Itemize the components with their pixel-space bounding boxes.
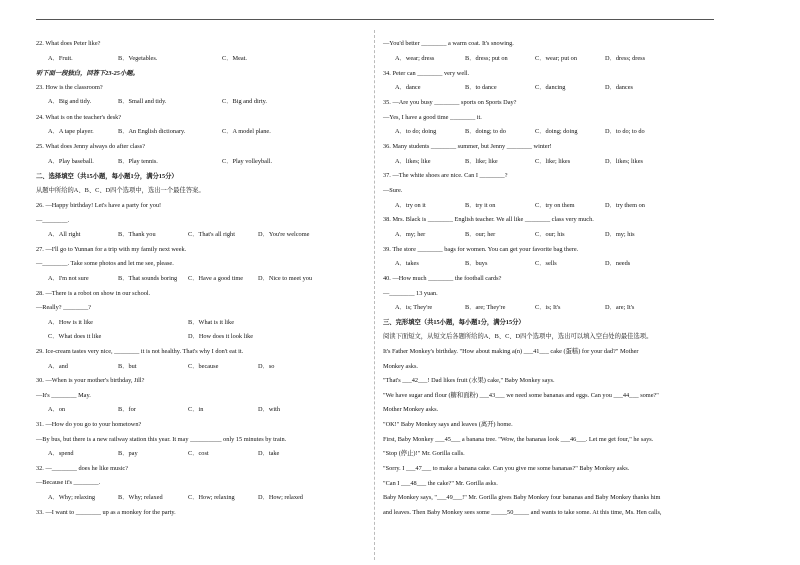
answer-option: D．You're welcome [258, 231, 310, 238]
answer-option: A．Fruit. [48, 55, 73, 62]
text-line: 37. —The white shoes are nice. Can I ________? [383, 172, 508, 179]
answer-option: C．is; It's [535, 304, 561, 311]
text-line: 26. —Happy birthday! Let's have a party for you! [36, 202, 162, 209]
answer-option: A．try on it [395, 202, 426, 209]
text-line: 二、选择填空（共15小题，每小题1分，满分15分） [36, 173, 178, 180]
answer-option: B．try it on [465, 202, 496, 209]
text-line: 31. —How do you go to your hometown? [36, 421, 142, 428]
answer-option: C．try on them [535, 202, 575, 209]
column-divider [374, 30, 375, 560]
text-line: 36. Many students ________ summer, but Jenny ________ winter! [383, 143, 552, 150]
answer-option: C．our; his [535, 231, 565, 238]
text-line: 23. How is the classroom? [36, 84, 103, 91]
text-line: 33. —I want to ________ up as a monkey for the party. [36, 509, 176, 516]
answer-option: A．Why; relaxing [48, 494, 96, 501]
text-line: "That's ___42___! Dad likes fruit (水果) cake," Baby Monkey says. [383, 377, 555, 384]
text-line: —Sure. [383, 187, 403, 194]
text-line: —________ 13 yuan. [383, 290, 438, 297]
answer-option: A．likes; like [395, 158, 431, 165]
answer-option: C．Play volleyball. [222, 158, 273, 165]
answer-option: D．to do; to do [605, 128, 645, 135]
text-line: 25. What does Jenny always do after class? [36, 143, 145, 150]
text-line: "OK!" Baby Monkey says and leaves (离开) home. [383, 421, 513, 428]
text-line: It's Father Monkey's birthday. "How about making a(n) ___41___ cake (蛋糕) for your dad?" Mother [383, 348, 639, 355]
answer-option: B．for [118, 406, 136, 413]
answer-option: C．Have a good time [188, 275, 244, 282]
answer-option: D．likes; likes [605, 158, 643, 165]
answer-option: A．and [48, 363, 68, 370]
answer-option: C．A model plane. [222, 128, 271, 135]
text-line: 38. Mrs. Black is ________ English teacher. We all like ________ class very much. [383, 216, 594, 223]
answer-option: A．A tape player. [48, 128, 94, 135]
text-line: and leaves. Then Baby Monkey sees some _____50_____ and wants to take some. At this time, Ms. Hen calls, [383, 509, 662, 516]
answer-option: B．buys [465, 260, 488, 267]
text-line: Mother Monkey asks. [383, 406, 439, 413]
text-line: 22. What does Peter like? [36, 40, 101, 47]
text-line: 39. The store ________ bags for women. You can get your favorite bag there. [383, 246, 579, 253]
answer-option: B．to dance [465, 84, 497, 91]
text-line: "Stop (停止)!" Mr. Gorilla calls. [383, 450, 465, 457]
answer-option: D．take [258, 450, 280, 457]
answer-option: B．An English dictionary. [118, 128, 186, 135]
answer-option: A．takes [395, 260, 419, 267]
text-line: 听下面一段独白，回答下23-25小题。 [36, 70, 139, 77]
header-rule [36, 19, 714, 20]
text-line: Baby Monkey says, "___49___!" Mr. Gorilla gives Baby Monkey four bananas and Baby Monkey thanks him [383, 494, 661, 501]
text-line: 27. —I'll go to Yunnan for a trip with my family next week. [36, 246, 187, 253]
answer-option: D．needs [605, 260, 631, 267]
text-line: —________. [36, 217, 70, 224]
answer-option: B．like; like [465, 158, 498, 165]
answer-option: C．Big and dirty. [222, 98, 267, 105]
answer-option: A．I'm not sure [48, 275, 89, 282]
answer-option: C．How; relaxing [188, 494, 235, 501]
answer-option: A．All right [48, 231, 81, 238]
answer-option: B．pay [118, 450, 138, 457]
text-line: 阅读下面短文，从短文后各题所给的A、B、C、D四个选项中，选出可以填入空白处的最佳选项。 [383, 333, 653, 340]
answer-option: C．because [188, 363, 219, 370]
answer-option: B．dress; put on [465, 55, 508, 62]
answer-option: C．in [188, 406, 204, 413]
answer-option: B．That sounds boring [118, 275, 178, 282]
answer-option: B．Vegetables. [118, 55, 158, 62]
answer-option: D．are; It's [605, 304, 635, 311]
answer-option: C．cost [188, 450, 209, 457]
answer-option: B．our; her [465, 231, 496, 238]
text-line: "Can I ___48___ the cake?" Mr. Gorilla asks. [383, 480, 498, 487]
answer-option: D．dances [605, 84, 633, 91]
answer-option: B．but [118, 363, 137, 370]
text-line: —You'd better ________ a warm coat. It's snowing. [383, 40, 514, 47]
answer-option: C．dancing [535, 84, 566, 91]
text-line: 三、完形填空（共15小题，每小题1分，满分15分） [383, 319, 525, 326]
text-line: 34. Peter can ________ very well. [383, 70, 470, 77]
answer-option: C．like; likes [535, 158, 571, 165]
answer-option: C．sells [535, 260, 557, 267]
answer-option: A．dance [395, 84, 421, 91]
text-line: —Really? ________? [36, 304, 92, 311]
answer-option: C．That's all right [188, 231, 235, 238]
answer-option: D．so [258, 363, 275, 370]
text-line: —It's ________ May. [36, 392, 91, 399]
answer-option: D．with [258, 406, 281, 413]
answer-option: C．Meat. [222, 55, 248, 62]
answer-option: B．Play tennis. [118, 158, 158, 165]
answer-option: A．wear; dress [395, 55, 435, 62]
answer-option: D．dress; dress [605, 55, 646, 62]
answer-option: A．on [48, 406, 66, 413]
answer-option: D．try them on [605, 202, 645, 209]
answer-option: A．is; They're [395, 304, 433, 311]
text-line: 32. —________ does he like music? [36, 465, 128, 472]
text-line: Monkey asks. [383, 363, 418, 370]
text-line: 30. —When is your mother's birthday, Jill? [36, 377, 145, 384]
answer-option: B．What is it like [188, 319, 234, 326]
answer-option: A．How is it like [48, 319, 93, 326]
answer-option: B．Why; relaxed [118, 494, 163, 501]
text-line: 29. Ice-cream tastes very nice, ________ it is not healthy. That's why I don't eat it. [36, 348, 244, 355]
answer-option: C．doing; doing [535, 128, 578, 135]
answer-option: A．Big and tidy. [48, 98, 92, 105]
answer-option: A．to do; doing [395, 128, 437, 135]
answer-option: D．my; his [605, 231, 635, 238]
text-line: 40. —How much ________ the football cards? [383, 275, 502, 282]
answer-option: D．How; relaxed [258, 494, 303, 501]
text-line: First, Baby Monkey ___45___ a banana tree. "Wow, the bananas look ___46___. Let me get four," he says. [383, 436, 654, 443]
answer-option: D．How does it look like [188, 333, 254, 340]
answer-option: B．Small and tidy. [118, 98, 167, 105]
answer-option: A．Play baseball. [48, 158, 94, 165]
answer-option: B．are; They're [465, 304, 506, 311]
answer-option: A．my; her [395, 231, 426, 238]
text-line: 从题中所给的A、B、C、D四个选项中，选出一个最佳答案。 [36, 187, 205, 194]
answer-option: A．spend [48, 450, 74, 457]
answer-option: D．Nice to meet you [258, 275, 313, 282]
answer-option: C．wear; put on [535, 55, 577, 62]
text-line: "We have sugar and flour (糖和面粉) ___43___ we need some bananas and eggs. Can you ___44___ some?" [383, 392, 659, 399]
answer-option: B．Thank you [118, 231, 156, 238]
text-line: —Because it's ________. [36, 479, 101, 486]
text-line: "Sorry. I ___47___ to make a banana cake. Can you give me some bananas?" Baby Monkey asks. [383, 465, 630, 472]
text-line: —By bus, but there is a new railway station this year. It may __________ only 15 minutes by train. [36, 436, 287, 443]
text-line: —Yes, I have a good time ________ it. [383, 114, 482, 121]
text-line: 24. What is on the teacher's desk? [36, 114, 122, 121]
answer-option: B．doing; to do [465, 128, 506, 135]
text-line: 28. —There is a robot on show in our school. [36, 290, 151, 297]
text-line: —________. Take some photos and let me see, please. [36, 260, 174, 267]
text-line: 35. —Are you busy ________ sports on Sports Day? [383, 99, 517, 106]
answer-option: C．What does it like [48, 333, 102, 340]
